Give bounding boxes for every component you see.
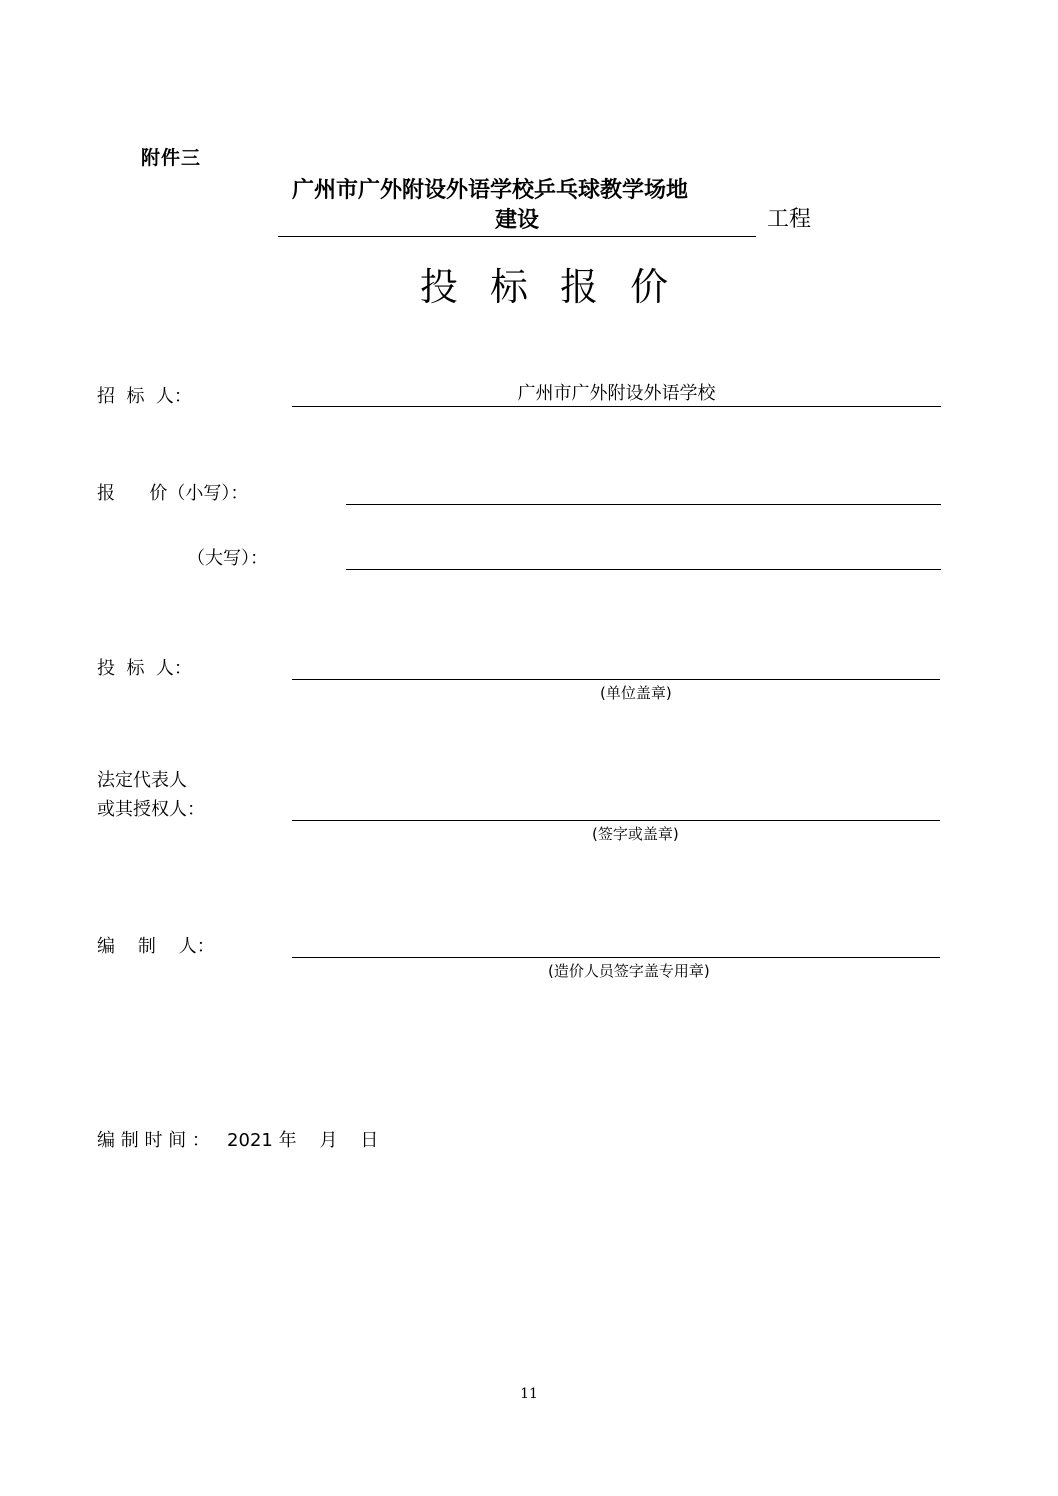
tenderer-label: 招 标 人： bbox=[97, 386, 192, 407]
compiler-note: (造价人员签字盖专用章) bbox=[548, 962, 710, 980]
tenderer-field: 广州市广外附设外语学校 bbox=[292, 382, 941, 407]
page-number: 11 bbox=[520, 1386, 538, 1402]
compile-date: 编 制 时 间 ： 2021 年 月 日 bbox=[97, 1130, 379, 1151]
bidder-note: (单位盖章) bbox=[600, 684, 672, 702]
price-big-field[interactable] bbox=[346, 545, 941, 570]
page-title: 投 标 报 价 bbox=[419, 265, 679, 309]
bidder-label: 投 标 人： bbox=[97, 658, 192, 679]
legal-rep-label-line1: 法定代表人 bbox=[97, 770, 187, 791]
legal-rep-field[interactable] bbox=[292, 796, 940, 821]
compiler-field[interactable] bbox=[292, 933, 940, 958]
price-big-label: （大写）： bbox=[187, 548, 268, 569]
legal-rep-label-line2: 或其授权人： bbox=[97, 799, 205, 820]
project-suffix: 工程 bbox=[767, 207, 812, 232]
legal-rep-note: (签字或盖章) bbox=[592, 825, 679, 843]
bidder-field[interactable] bbox=[292, 655, 940, 680]
attachment-label: 附件三 bbox=[141, 147, 202, 169]
price-small-label: 报 价（小写）： bbox=[97, 483, 249, 504]
project-name-line2: 建设 bbox=[278, 206, 756, 237]
price-small-field[interactable] bbox=[346, 480, 941, 505]
project-name-line1: 广州市广外附设外语学校乒乓球教学场地 bbox=[292, 177, 689, 203]
compiler-label: 编 制 人： bbox=[97, 936, 215, 957]
